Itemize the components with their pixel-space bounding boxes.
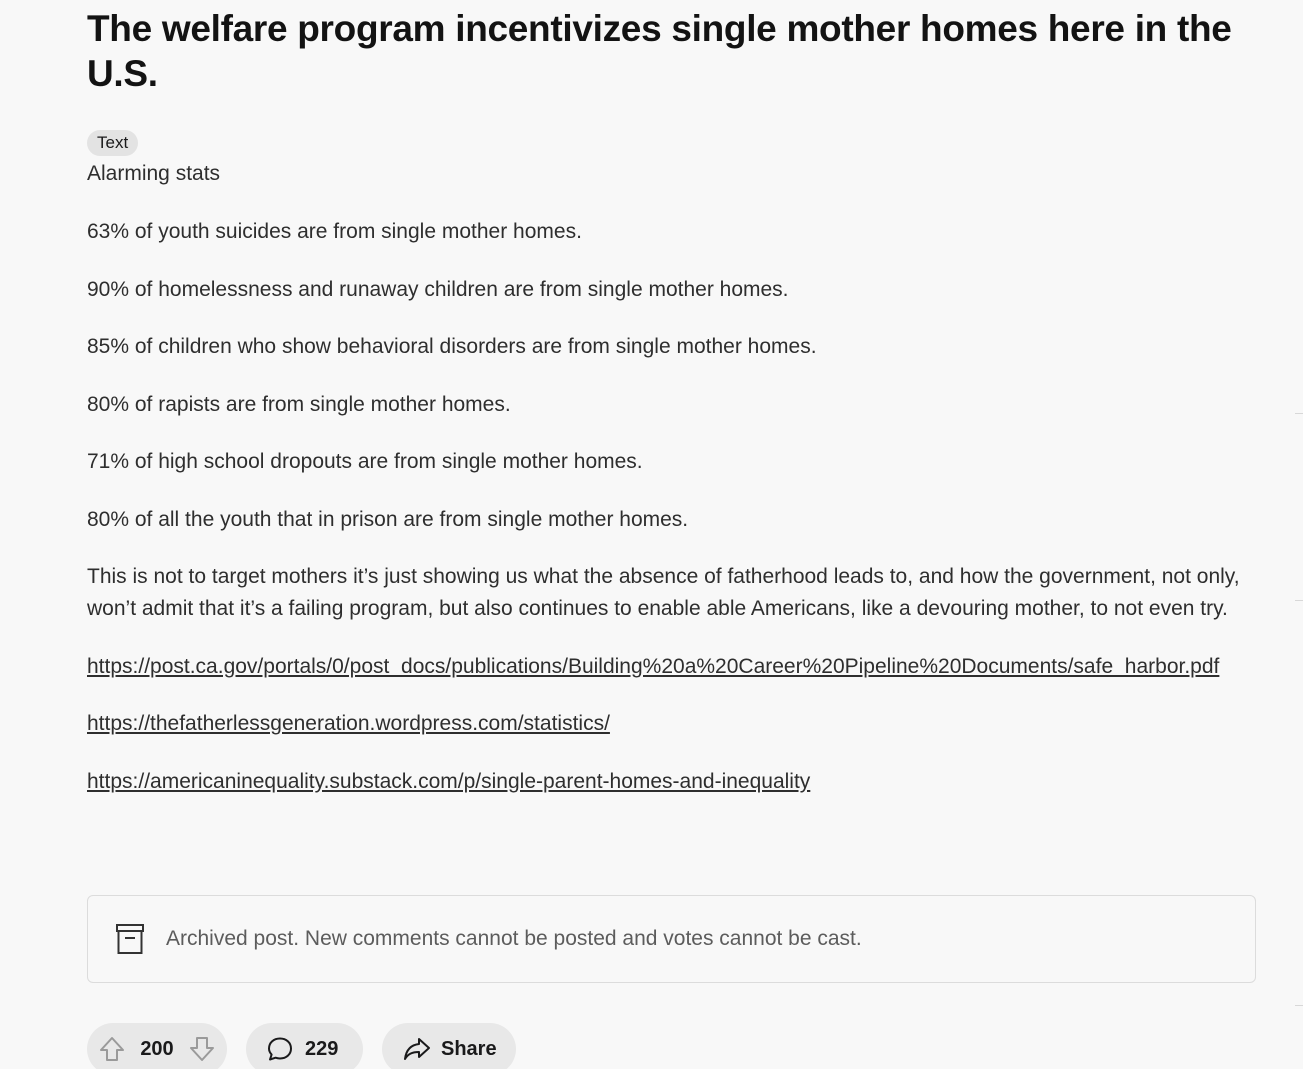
share-label: Share bbox=[441, 1037, 497, 1060]
body-paragraph: 90% of homelessness and runaway children are from single mother homes. bbox=[87, 277, 789, 301]
link-paragraph bbox=[87, 766, 1259, 798]
link-paragraph bbox=[87, 651, 1259, 683]
body-paragraph: 80% of rapists are from single mother homes. bbox=[87, 392, 511, 416]
body-paragraph: This is not to target mothers it’s just showing us what the absence of fatherhood leads to, and how the government, not only, won’t admit that it’s a failing program, but also continues to enable able Americans, like a devouring mother, to not even try. bbox=[87, 565, 1240, 620]
upvote-icon[interactable] bbox=[99, 1036, 125, 1062]
vote-score: 200 bbox=[140, 1037, 174, 1060]
post-body bbox=[87, 158, 1259, 798]
source-link-fatherless-generation[interactable]: https://thefatherlessgeneration.wordpress.com/statistics/ bbox=[87, 712, 610, 735]
scroll-divider bbox=[1295, 600, 1303, 601]
vote-control bbox=[87, 1023, 227, 1069]
share-button[interactable] bbox=[382, 1023, 516, 1069]
source-link-american-inequality[interactable]: https://americaninequality.substack.com/p/single-parent-homes-and-inequality bbox=[87, 769, 811, 793]
body-paragraph: 71% of high school dropouts are from single mother homes. bbox=[87, 450, 643, 473]
share-icon bbox=[403, 1036, 431, 1062]
body-paragraph: 85% of children who show behavioral disorders are from single mother homes. bbox=[87, 335, 817, 358]
post-flair[interactable]: Text bbox=[87, 130, 138, 156]
archived-message: Archived post. New comments cannot be posted and votes cannot be cast. bbox=[166, 927, 862, 950]
archive-icon bbox=[115, 923, 145, 955]
comments-button[interactable] bbox=[246, 1023, 363, 1069]
scroll-divider bbox=[1295, 413, 1303, 414]
link-paragraph bbox=[87, 708, 1259, 740]
post-title: The welfare program incentivizes single mother homes here in the U.S. bbox=[87, 8, 1232, 94]
archived-notice bbox=[87, 895, 1256, 983]
body-paragraph: 80% of all the youth that in prison are from single mother homes. bbox=[87, 507, 689, 531]
body-paragraph: 63% of youth suicides are from single mother homes. bbox=[87, 220, 582, 243]
body-paragraph: Alarming stats bbox=[87, 162, 221, 185]
post-action-bar bbox=[87, 1023, 516, 1069]
source-link-post-ca-gov[interactable]: https://post.ca.gov/portals/0/post_docs/publications/Building%20a%20Career%20Pipeline%20Documents/safe_harbor.pdf bbox=[87, 654, 1220, 678]
comment-count: 229 bbox=[305, 1037, 339, 1060]
comment-icon bbox=[267, 1036, 293, 1062]
downvote-icon[interactable] bbox=[189, 1036, 215, 1062]
post-content bbox=[87, 0, 1259, 823]
scroll-divider bbox=[1295, 1005, 1303, 1006]
